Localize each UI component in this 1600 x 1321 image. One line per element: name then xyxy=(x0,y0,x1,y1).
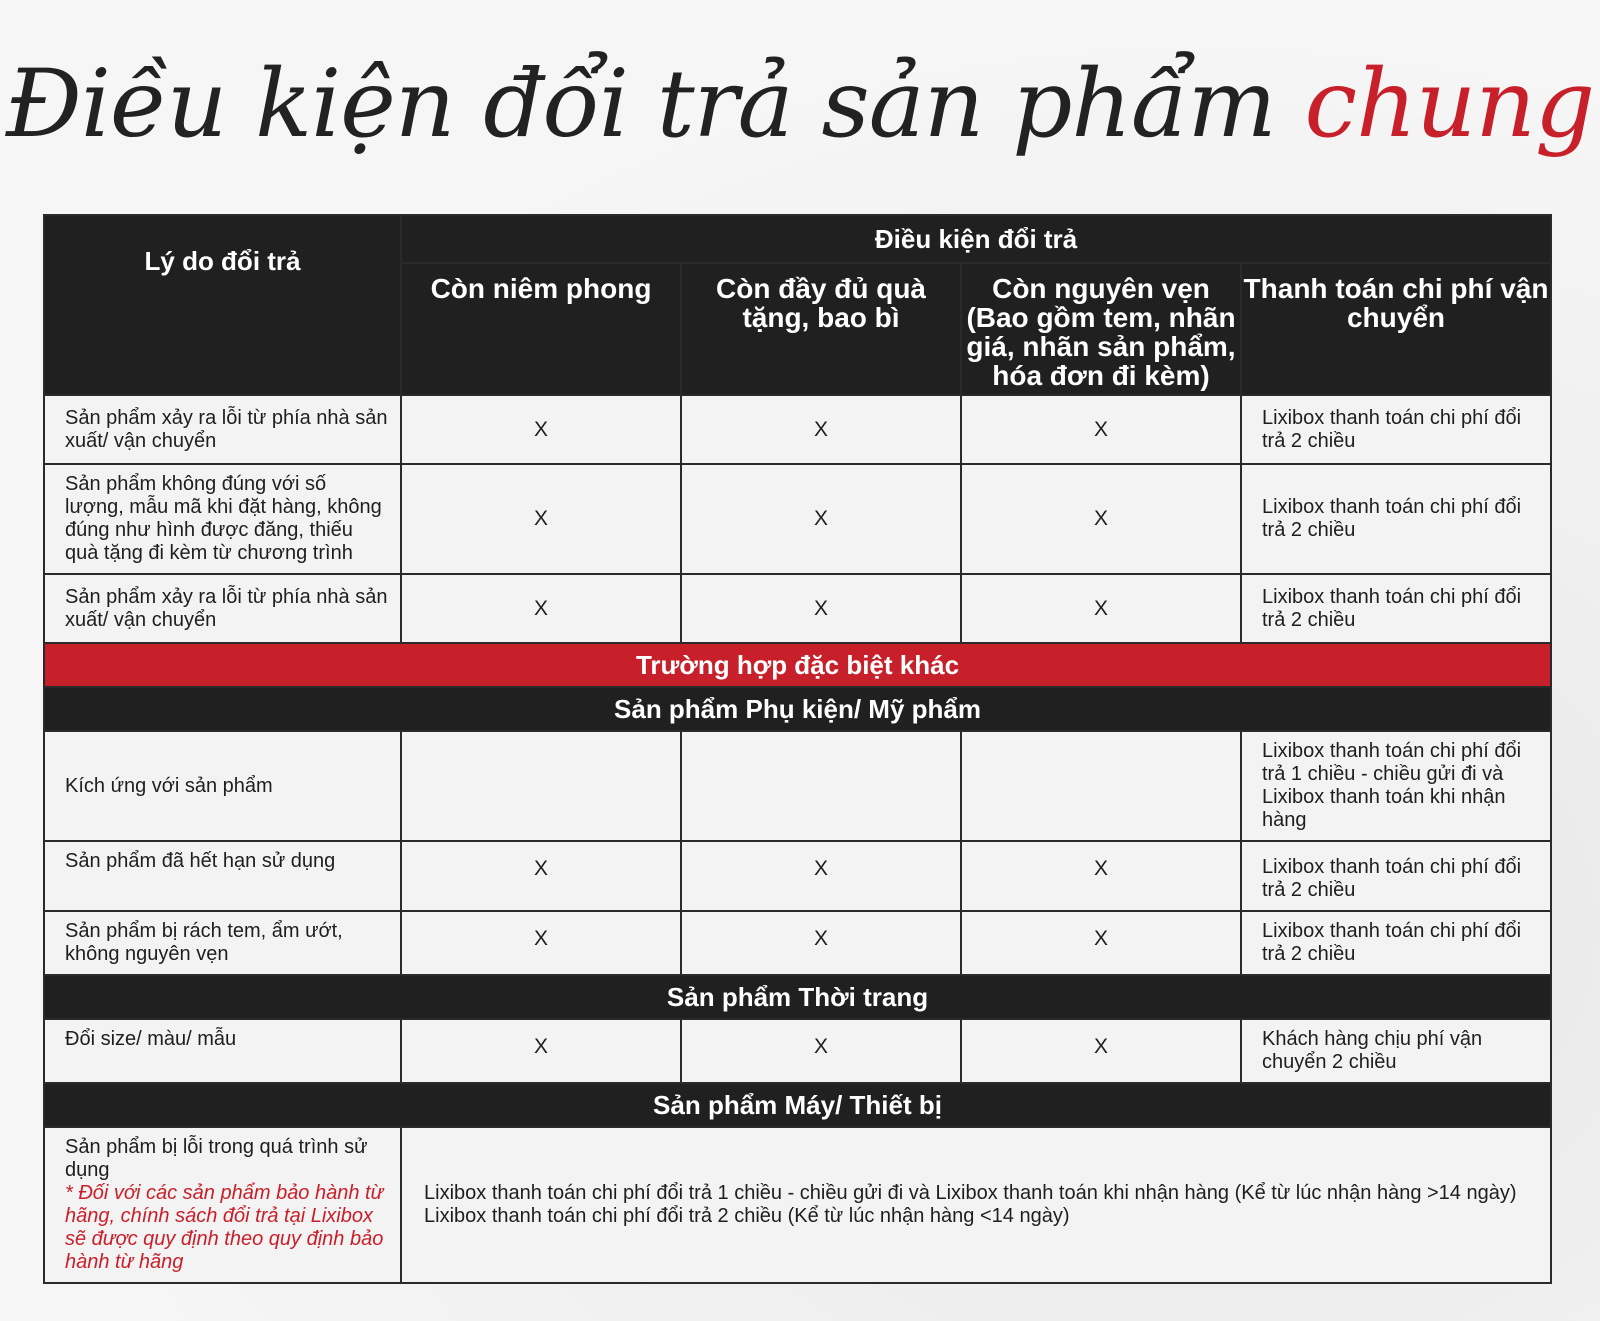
complete-mark: X xyxy=(681,395,961,464)
table-row xyxy=(44,395,1551,464)
sealed-mark: X xyxy=(401,911,681,975)
shipping-policy: Lixibox thanh toán chi phí đổi trả 2 chiều xyxy=(1241,574,1551,643)
table-row xyxy=(44,841,1551,911)
table-row xyxy=(44,911,1551,975)
table-row xyxy=(44,1127,1551,1283)
complete-mark: X xyxy=(681,464,961,574)
sealed-mark: X xyxy=(401,1019,681,1083)
special-cases-band: Trường hợp đặc biệt khác xyxy=(44,643,1551,687)
shipping-policy: Lixibox thanh toán chi phí đổi trả 2 chiều xyxy=(1241,464,1551,574)
row-reason: Sản phẩm xảy ra lỗi từ phía nhà sản xuất/ vận chuyển xyxy=(44,395,401,464)
complete-mark: X xyxy=(681,1019,961,1083)
header-complete: Còn đầy đủ quà tặng, bao bì xyxy=(681,263,961,395)
complete-mark: X xyxy=(681,911,961,975)
header-sealed: Còn niêm phong xyxy=(401,263,681,395)
complete-mark xyxy=(681,731,961,841)
intact-mark: X xyxy=(961,574,1241,643)
row-reason: Sản phẩm không đúng với số lượng, mẫu mã khi đặt hàng, không đúng như hình được đăng, thiếu quà tặng đi kèm từ chương trình xyxy=(44,464,401,574)
intact-mark: X xyxy=(961,841,1241,911)
sealed-mark: X xyxy=(401,841,681,911)
complete-mark: X xyxy=(681,574,961,643)
fashion-band: Sản phẩm Thời trang xyxy=(44,975,1551,1019)
title-main: Điều kiện đổi trả sản phẩm xyxy=(5,50,1276,159)
device-reason-cell xyxy=(44,1127,401,1283)
table-row xyxy=(44,1019,1551,1083)
device-band: Sản phẩm Máy/ Thiết bị xyxy=(44,1083,1551,1127)
shipping-policy: Lixibox thanh toán chi phí đổi trả 1 chiều - chiều gửi đi và Lixibox thanh toán khi nhận hàng xyxy=(1241,731,1551,841)
shipping-policy: Lixibox thanh toán chi phí đổi trả 2 chiều xyxy=(1241,395,1551,464)
row-reason: Kích ứng với sản phẩm xyxy=(44,731,401,841)
device-policy-line: Lixibox thanh toán chi phí đổi trả 2 chiều (Kể từ lúc nhận hàng <14 ngày) xyxy=(424,1205,1070,1227)
table-row xyxy=(44,574,1551,643)
accessories-band: Sản phẩm Phụ kiện/ Mỹ phẩm xyxy=(44,687,1551,731)
intact-mark: X xyxy=(961,464,1241,574)
row-reason: Sản phẩm bị lỗi trong quá trình sử dụng xyxy=(65,1136,368,1181)
device-policy-line: Lixibox thanh toán chi phí đổi trả 1 chiều - chiều gửi đi và Lixibox thanh toán khi nhận hàng (Kể từ lúc nhận hàng >14 ngày) xyxy=(424,1182,1517,1204)
page-title xyxy=(0,30,1600,180)
row-reason: Sản phẩm xảy ra lỗi từ phía nhà sản xuất/ vận chuyển xyxy=(44,574,401,643)
header-reason: Lý do đổi trả xyxy=(44,215,401,395)
intact-mark: X xyxy=(961,395,1241,464)
header-intact: Còn nguyên vẹn (Bao gồm tem, nhãn giá, nhãn sản phẩm, hóa đơn đi kèm) xyxy=(961,263,1241,395)
row-reason: Đổi size/ màu/ mẫu xyxy=(44,1019,401,1083)
header-conditions-group: Điều kiện đổi trả xyxy=(401,215,1551,263)
intact-mark: X xyxy=(961,1019,1241,1083)
title-accent: chung xyxy=(1304,50,1594,159)
table-row xyxy=(44,731,1551,841)
return-conditions-table xyxy=(43,214,1552,1284)
warranty-note: * Đối với các sản phẩm bảo hành từ hãng, chính sách đổi trả tại Lixibox sẽ được quy định theo quy định bảo hành từ hãng xyxy=(65,1182,384,1273)
header-shipping: Thanh toán chi phí vận chuyển xyxy=(1241,263,1551,395)
sealed-mark xyxy=(401,731,681,841)
sealed-mark: X xyxy=(401,395,681,464)
intact-mark: X xyxy=(961,911,1241,975)
shipping-policy: Khách hàng chịu phí vận chuyển 2 chiều xyxy=(1241,1019,1551,1083)
sealed-mark: X xyxy=(401,574,681,643)
row-reason: Sản phẩm đã hết hạn sử dụng xyxy=(44,841,401,911)
complete-mark: X xyxy=(681,841,961,911)
intact-mark xyxy=(961,731,1241,841)
sealed-mark: X xyxy=(401,464,681,574)
shipping-policy: Lixibox thanh toán chi phí đổi trả 2 chiều xyxy=(1241,841,1551,911)
row-reason: Sản phẩm bị rách tem, ẩm ướt, không nguyên vẹn xyxy=(44,911,401,975)
shipping-policy: Lixibox thanh toán chi phí đổi trả 2 chiều xyxy=(1241,911,1551,975)
table-row xyxy=(44,464,1551,574)
device-policy-cell xyxy=(401,1127,1551,1283)
